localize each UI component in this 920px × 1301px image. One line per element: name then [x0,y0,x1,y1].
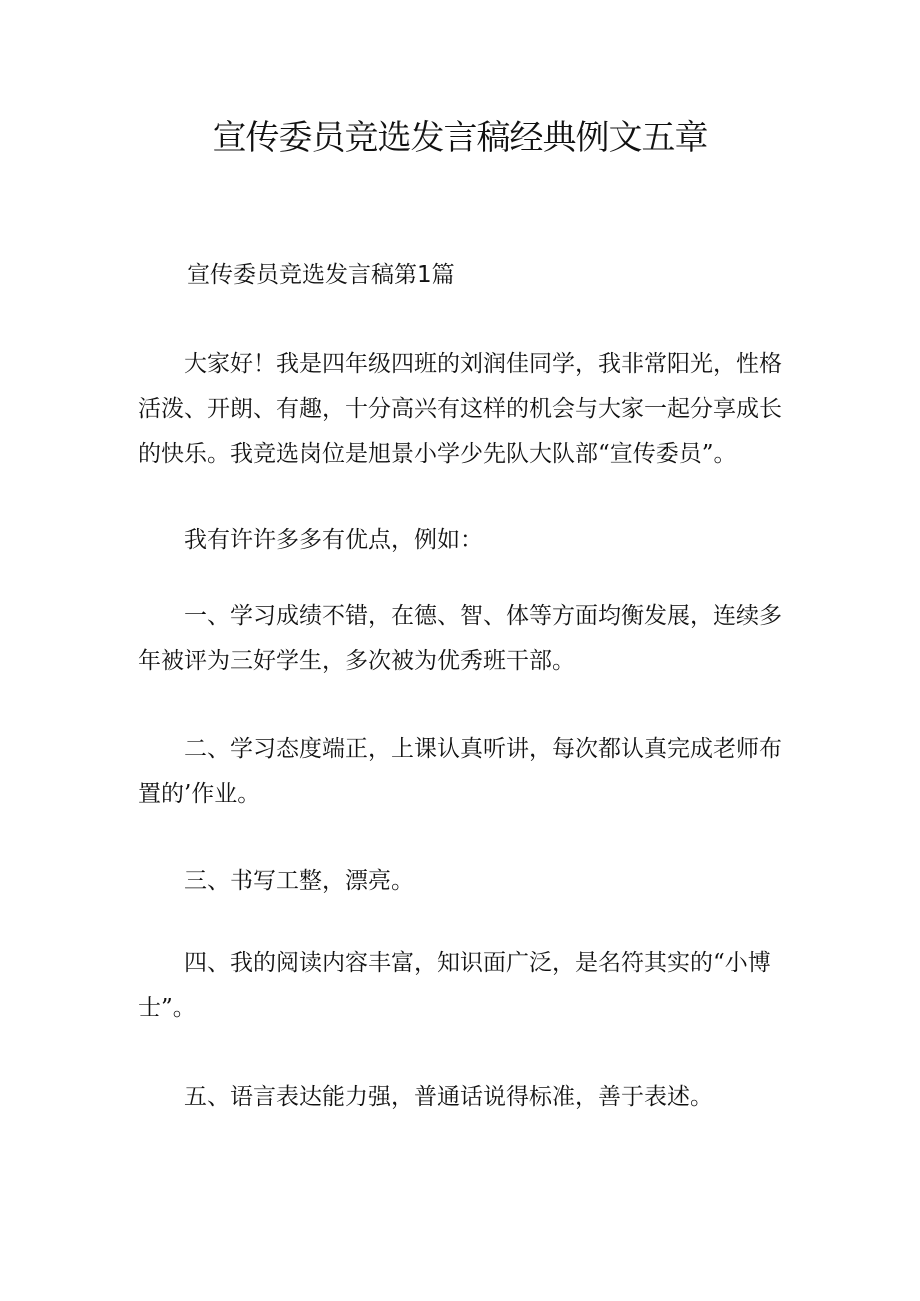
paragraph-point-four: 四、我的阅读内容丰富，知识面广泛，是名符其实的“小博士”。 [138,950,771,1021]
section-heading: 宣传委员竞选发言稿第1篇 [187,262,455,288]
paragraph-point-five: 五、语言表达能力强，普通话说得标准，善于表述。 [184,1084,713,1110]
paragraph-point-three: 三、书写工整，漂亮。 [184,868,414,894]
paragraph-point-two: 二、学习态度端正，上课认真听讲，每次都认真完成老师布置的’作业。 [138,736,782,807]
paragraph-greeting: 大家好！我是四年级四班的刘润佳同学，我非常阳光，性格活泼、开朗、有趣，十分高兴有这样的机会与大家一起分享成长的快乐。我竞选岗位是旭景小学少先队大队部“宣传委员”。 [138,351,782,467]
paragraph-point-one: 一、学习成绩不错，在德、智、体等方面均衡发展，连续多年被评为三好学生，多次被为优秀班干部。 [138,603,782,674]
document-title: 宣传委员竞选发言稿经典例文五章 [212,118,708,158]
paragraph-strengths-intro: 我有许许多多有优点，例如： [184,527,483,553]
